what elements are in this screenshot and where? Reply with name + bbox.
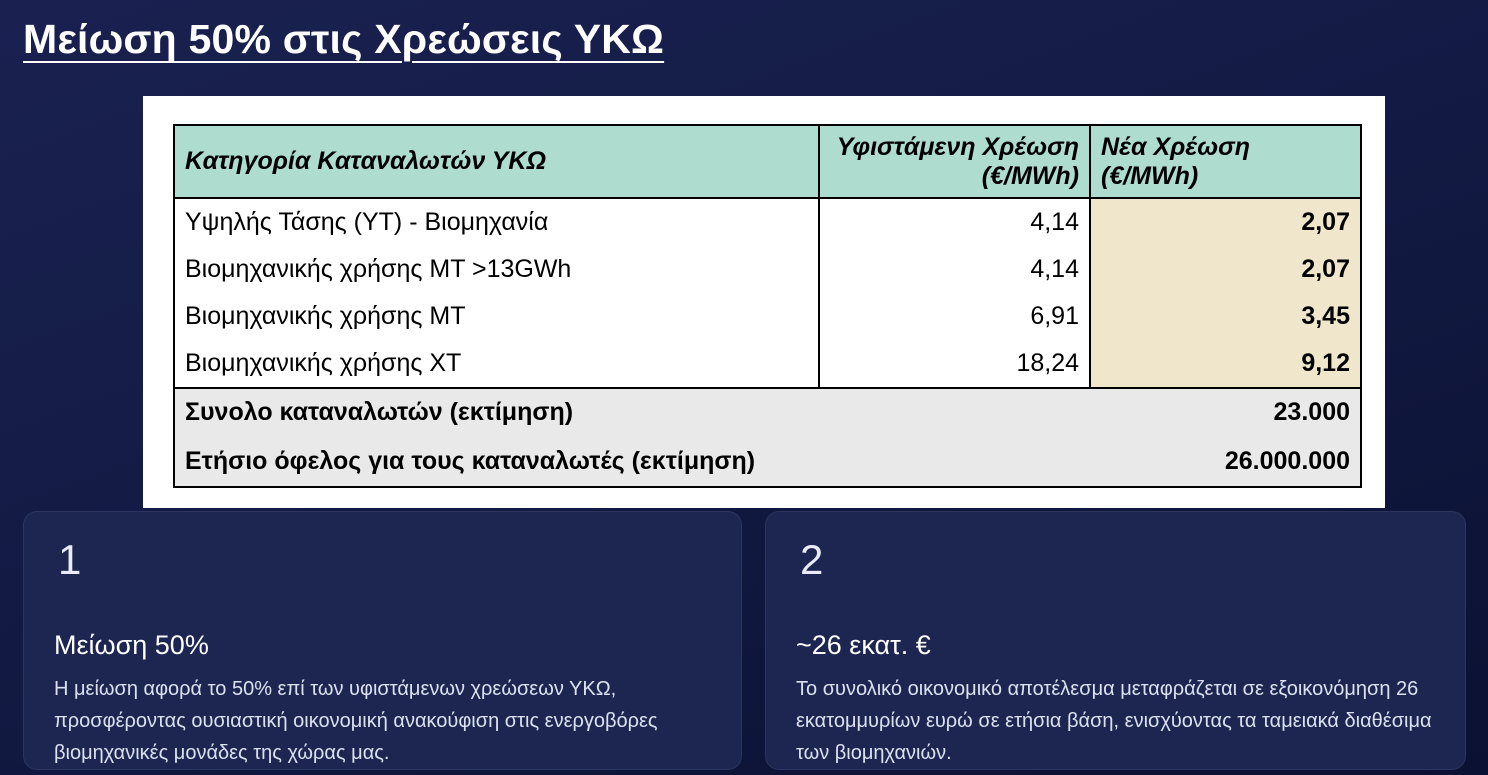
- table-row-new-charge: 2,07: [1091, 246, 1360, 293]
- table-row-new-charge: 3,45: [1091, 293, 1360, 340]
- page-title: Μείωση 50% στις Χρεώσεις ΥΚΩ: [23, 16, 665, 62]
- summary-value: 23.000: [1273, 398, 1350, 427]
- card-number: 2: [800, 536, 824, 583]
- table-row-existing-charge: 4,14: [820, 246, 1091, 293]
- card-heading: Μείωση 50%: [54, 630, 209, 660]
- table-panel: [143, 96, 1385, 508]
- summary-row-total-consumers: [175, 387, 1360, 437]
- col-header-new-charge: Νέα Χρέωση (€/MWh): [1091, 126, 1360, 199]
- card-heading: ~26 εκατ. €: [796, 630, 931, 660]
- benefit-card-2: [765, 511, 1466, 770]
- benefit-card-1: [23, 511, 742, 770]
- table-row-new-charge: 2,07: [1091, 199, 1360, 246]
- table-row-category: Βιομηχανικής χρήσης ΧΤ: [175, 340, 820, 387]
- table-row-category: Βιομηχανικής χρήσης ΜΤ >13GWh: [175, 246, 820, 293]
- table-row-existing-charge: 18,24: [820, 340, 1091, 387]
- table-row-existing-charge: 6,91: [820, 293, 1091, 340]
- table-row-category: Βιομηχανικής χρήσης ΜΤ: [175, 293, 820, 340]
- card-body-text: Το συνολικό οικονομικό αποτέλεσμα μεταφράζεται σε εξοικονόμηση 26 εκατομμυρίων ευρώ σε ετήσια βάση, ενισχύοντας τα ταμειακά διαθέσιμα των βιομηχανιών.: [796, 678, 1432, 764]
- card-body-text: Η μείωση αφορά το 50% επί των υφιστάμενων χρεώσεων ΥΚΩ, προσφέροντας ουσιαστική οικονομική ανακούφιση στις ενεργοβόρες βιομηχανικές μονάδες της χώρας μας.: [54, 678, 658, 764]
- summary-label: Ετήσιο όφελος για τους καταναλωτές (εκτίμηση): [185, 446, 756, 475]
- table-row-new-charge: 9,12: [1091, 340, 1360, 387]
- charges-table: [173, 124, 1362, 488]
- table-row-existing-charge: 4,14: [820, 199, 1091, 246]
- col-header-category: Κατηγορία Καταναλωτών ΥΚΩ: [175, 126, 820, 199]
- summary-row-annual-benefit: [175, 437, 1360, 487]
- card-number: 1: [58, 536, 82, 583]
- col-header-existing-charge: Υφιστάμενη Χρέωση (€/MWh): [820, 126, 1091, 199]
- summary-label: Συνολο καταναλωτών (εκτίμηση): [185, 398, 574, 427]
- summary-value: 26.000.000: [1224, 446, 1350, 475]
- table-row-category: Υψηλής Τάσης (ΥΤ) - Βιομηχανία: [175, 199, 820, 246]
